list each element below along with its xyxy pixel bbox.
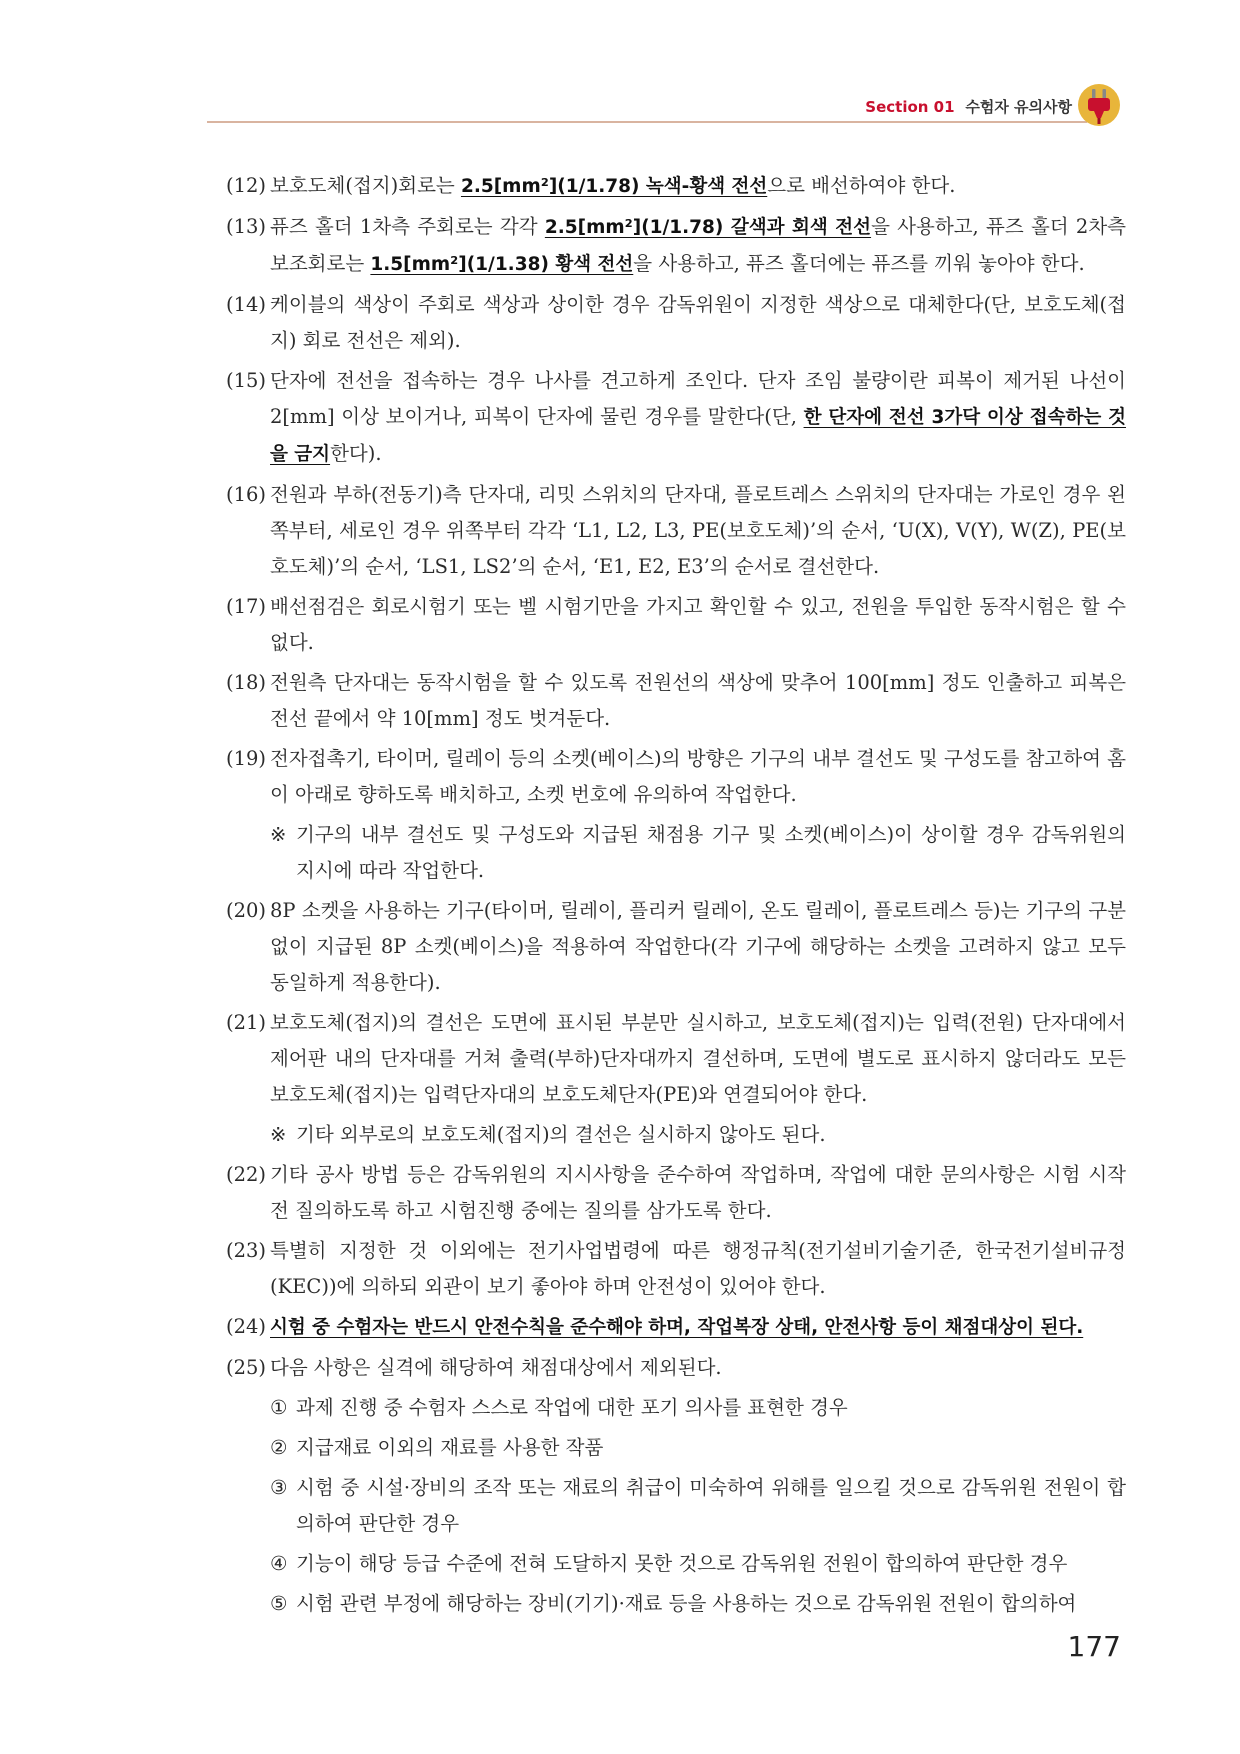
list-item-20 [226, 893, 1126, 1001]
sub-item-text: 과제 진행 중 수험자 스스로 작업에 대한 포기 의사를 표현한 경우 [296, 1396, 848, 1419]
item-number: (21) [226, 1011, 267, 1034]
sub-item-3 [270, 1470, 1126, 1542]
item-number: (23) [226, 1239, 267, 1262]
emphasis-text: 한 단자에 전선 3가닥 이상 접속하는 것을 금지 [270, 407, 1126, 465]
list-item-21 [226, 1005, 1126, 1113]
note-text: 기구의 내부 결선도 및 구성도와 지급된 채점용 기구 및 소켓(베이스)이 상이할 경우 감독위원의 지시에 따라 작업한다. [296, 823, 1126, 882]
item-number: (22) [226, 1163, 267, 1186]
item-number: (25) [226, 1356, 267, 1379]
text-segment: 을 사용하고, 퓨즈 홀더 2차측 보조회로는 [270, 215, 1126, 275]
item-text [270, 168, 1126, 205]
note-mark: ※ [270, 823, 287, 846]
item-text: 배선점검은 회로시험기 또는 벨 시험기만을 가지고 확인할 수 있고, 전원을 투입한 동작시험은 할 수 없다. [270, 595, 1126, 654]
main-content [226, 168, 1126, 1626]
header-rule [207, 121, 1087, 123]
item-text: 전자접촉기, 타이머, 릴레이 등의 소켓(베이스)의 방향은 기구의 내부 결선도 및 구성도를 참고하여 홈이 아래로 향하도록 배치하고, 소켓 번호에 유의하여 작업한다. [270, 747, 1126, 806]
item-number: (20) [226, 899, 267, 922]
item-text [270, 363, 1126, 473]
list-item-13 [226, 209, 1126, 283]
sub-item-text: 시험 관련 부정에 해당하는 장비(기기)·재료 등을 사용하는 것으로 감독위원 전원이 합의하여 [296, 1592, 1077, 1615]
item-number: (24) [226, 1315, 267, 1338]
sub-item-1 [270, 1390, 1126, 1426]
sub-item-mark: ① [270, 1396, 288, 1419]
list-item-24 [226, 1309, 1126, 1346]
sub-item-text: 지급재료 이외의 재료를 사용한 작품 [296, 1436, 604, 1459]
text-segment: 을 사용하고, 퓨즈 홀더에는 퓨즈를 끼워 놓아야 한다. [633, 252, 1085, 275]
note-21 [270, 1117, 1126, 1153]
sub-item-text: 시험 중 시설·장비의 조작 또는 재료의 취급이 미숙하여 위해를 일으킬 것으로 감독위원 전원이 합의하여 판단한 경우 [296, 1476, 1126, 1535]
item-number: (19) [226, 747, 267, 770]
text-segment: 보호도체(접지)회로는 [270, 174, 461, 197]
text-segment: 퓨즈 홀더 1차측 주회로는 각각 [270, 215, 545, 238]
item-text: 특별히 지정한 것 이외에는 전기사업법령에 따른 행정규칙(전기설비기술기준, 한국전기설비규정(KEC))에 의하되 외관이 보기 좋아야 하며 안전성이 있어야 한다. [270, 1239, 1126, 1298]
running-header [0, 86, 1240, 126]
item-text: 케이블의 색상이 주회로 색상과 상이한 경우 감독위원이 지정한 색상으로 대체한다(단, 보호도체(접지) 회로 전선은 제외). [270, 293, 1126, 352]
item-text [270, 209, 1126, 283]
sub-item-mark: ② [270, 1436, 288, 1459]
list-item-19 [226, 741, 1126, 813]
item-text: 보호도체(접지)의 결선은 도면에 표시된 부분만 실시하고, 보호도체(접지)는 입력(전원) 단자대에서 제어판 내의 단자대를 거쳐 출력(부하)단자대까지 결선하며, 도면에 별도로 표시하지 않더라도 모든 보호도체(접지)는 입력단자대의 보호도체단자(PE)와 연결되어야 한다. [270, 1011, 1126, 1106]
text-segment: 단자에 전선을 접속하는 경우 나사를 견고하게 조인다. 단자 조임 불량이란 피복이 제거된 나선이 2[mm] 이상 보이거나, 피복이 단자에 물린 경우를 말한다(단, [270, 369, 1126, 428]
section-label: Section 01 [865, 98, 955, 116]
emphasis-text: 1.5[mm²](1/1.38) 황색 전선 [370, 254, 634, 275]
list-item-25 [226, 1350, 1126, 1386]
item-number: (15) [226, 369, 267, 392]
text-segment: 한다). [330, 442, 382, 465]
sub-item-text: 기능이 해당 등급 수준에 전혀 도달하지 못한 것으로 감독위원 전원이 합의하여 판단한 경우 [296, 1552, 1068, 1575]
item-text: 다음 사항은 실격에 해당하여 채점대상에서 제외된다. [270, 1356, 722, 1379]
item-text: 전원측 단자대는 동작시험을 할 수 있도록 전원선의 색상에 맞추어 100[mm] 정도 인출하고 피복은 전선 끝에서 약 10[mm] 정도 벗겨둔다. [270, 671, 1126, 730]
page-number: 177 [1067, 1630, 1121, 1663]
emphasis-text: 시험 중 수험자는 반드시 안전수칙을 준수해야 하며, 작업복장 상태, 안전사항 등이 채점대상이 된다. [270, 1317, 1084, 1338]
item-number: (13) [226, 215, 267, 238]
item-number: (12) [226, 174, 267, 197]
section-heading [865, 96, 1072, 117]
item-number: (14) [226, 293, 267, 316]
list-item-23 [226, 1233, 1126, 1305]
item-number: (16) [226, 483, 267, 506]
list-item-14 [226, 287, 1126, 359]
item-text [270, 1309, 1126, 1346]
item-text: 8P 소켓을 사용하는 기구(타이머, 릴레이, 플리커 릴레이, 온도 릴레이, 플로트레스 등)는 기구의 구분 없이 지급된 8P 소켓(베이스)을 적용하여 작업한다(각 기구에 해당하는 소켓을 고려하지 않고 모두 동일하게 적용한다). [270, 899, 1126, 994]
emphasis-text: 2.5[mm²](1/1.78) 갈색과 회색 전선 [544, 217, 872, 238]
sub-item-5 [270, 1586, 1126, 1622]
item-text: 기타 공사 방법 등은 감독위원의 지시사항을 준수하여 작업하며, 작업에 대한 문의사항은 시험 시작 전 질의하도록 하고 시험진행 중에는 질의를 삼가도록 한다. [270, 1163, 1126, 1222]
note-mark: ※ [270, 1123, 287, 1146]
list-item-12 [226, 168, 1126, 205]
note-text: 기타 외부로의 보호도체(접지)의 결선은 실시하지 않아도 된다. [296, 1123, 826, 1146]
list-item-22 [226, 1157, 1126, 1229]
sub-item-2 [270, 1430, 1126, 1466]
sub-item-mark: ⑤ [270, 1592, 288, 1615]
sub-item-mark: ③ [270, 1476, 288, 1499]
item-number: (17) [226, 595, 267, 618]
item-number: (18) [226, 671, 267, 694]
note-19 [270, 817, 1126, 889]
list-item-17 [226, 589, 1126, 661]
list-item-15 [226, 363, 1126, 473]
list-item-18 [226, 665, 1126, 737]
text-segment: 으로 배선하여야 한다. [767, 174, 956, 197]
list-item-16 [226, 477, 1126, 585]
plug-icon [1076, 82, 1122, 128]
emphasis-text: 2.5[mm²](1/1.78) 녹색-황색 전선 [460, 176, 768, 197]
section-title: 수험자 유의사항 [965, 98, 1072, 116]
item-text: 전원과 부하(전동기)측 단자대, 리밋 스위치의 단자대, 플로트레스 스위치의 단자대는 가로인 경우 왼쪽부터, 세로인 경우 위쪽부터 각각 ‘L1, L2, L3, PE(보호도체)’의 순서, ‘U(X), V(Y), W(Z), PE(보호도체)’의 순서, ‘LS1, LS2’의 순서, ‘E1, E2, E3’의 순서로 결선한다. [270, 483, 1126, 578]
sub-item-4 [270, 1546, 1126, 1582]
sub-item-mark: ④ [270, 1552, 288, 1575]
